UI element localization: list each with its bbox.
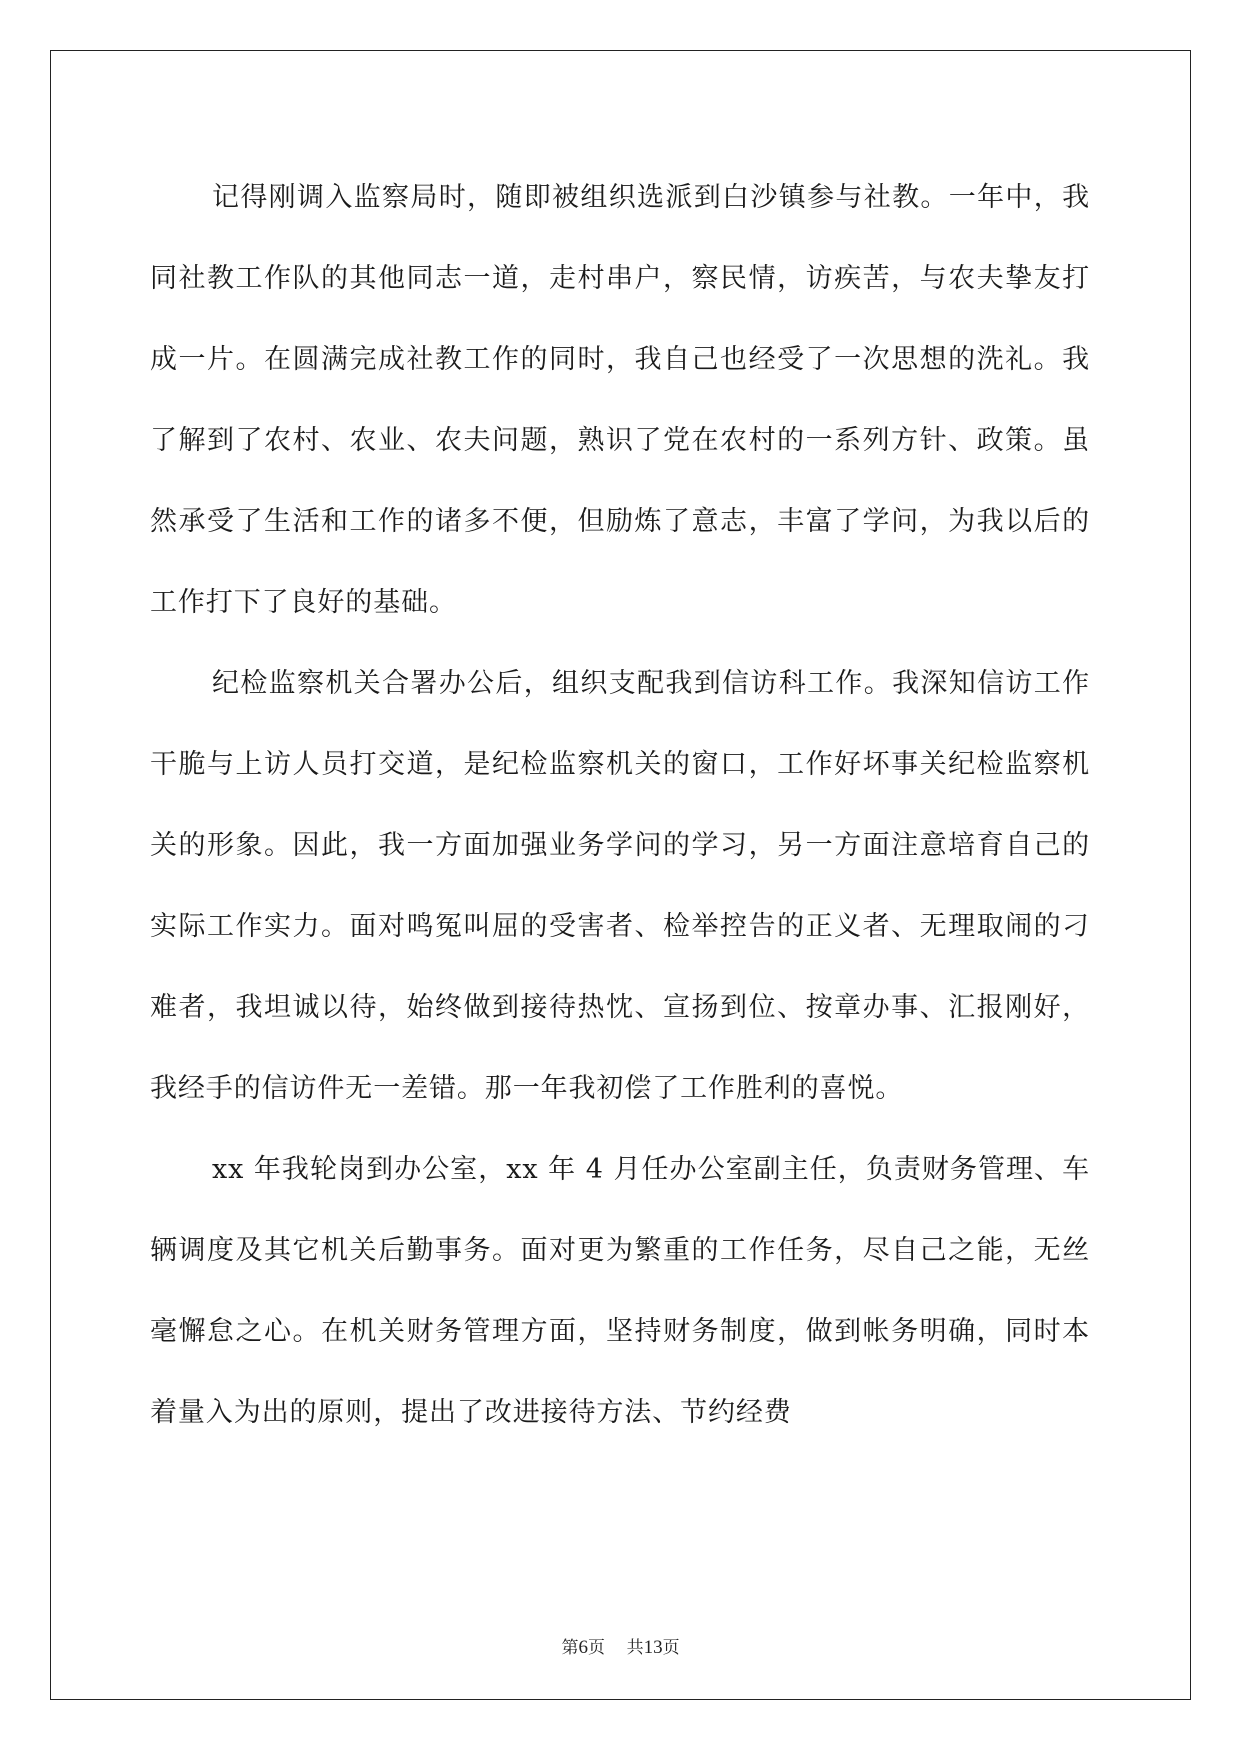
total-prefix: 共 [626,1638,644,1658]
total-suffix: 页 [662,1638,680,1658]
page-suffix: 页 [587,1638,605,1658]
total-pages: 13 [643,1637,663,1658]
document-body [150,157,1090,1453]
page-prefix: 第 [561,1638,579,1658]
paragraph-3: xx 年我轮岗到办公室，xx 年 4 月任办公室副主任，负责财务管理、车辆调度及其它机关后勤事务。面对更为繁重的工作任务，尽自己之能，无丝毫懈怠之心。在机关财务管理方面，坚持财务制度，做到帐务明确，同时本着量入为出的原则，提出了改进接待方法、节约经费 [150,1154,1090,1428]
page-footer [0,1633,1241,1659]
paragraph-2: 纪检监察机关合署办公后，组织支配我到信访科工作。我深知信访工作干脆与上访人员打交道，是纪检监察机关的窗口，工作好坏事关纪检监察机关的形象。因此，我一方面加强业务学问的学习，另一方面注意培育自己的实际工作实力。面对鸣冤叫屈的受害者、检举控告的正义者、无理取闹的刁难者，我坦诚以待，始终做到接待热忱、宣扬到位、按章办事、汇报刚好，我经手的信访件无一差错。那一年我初偿了工作胜利的喜悦。 [150,668,1090,1104]
page-number: 6 [578,1637,588,1658]
paragraph-1: 记得刚调入监察局时，随即被组织选派到白沙镇参与社教。一年中，我同社教工作队的其他同志一道，走村串户，察民情，访疾苦，与农夫挚友打成一片。在圆满完成社教工作的同时，我自己也经受了一次思想的洗礼。我了解到了农村、农业、农夫问题，熟识了党在农村的一系列方针、政策。虽然承受了生活和工作的诸多不便，但励炼了意志，丰富了学问，为我以后的工作打下了良好的基础。 [150,182,1090,618]
